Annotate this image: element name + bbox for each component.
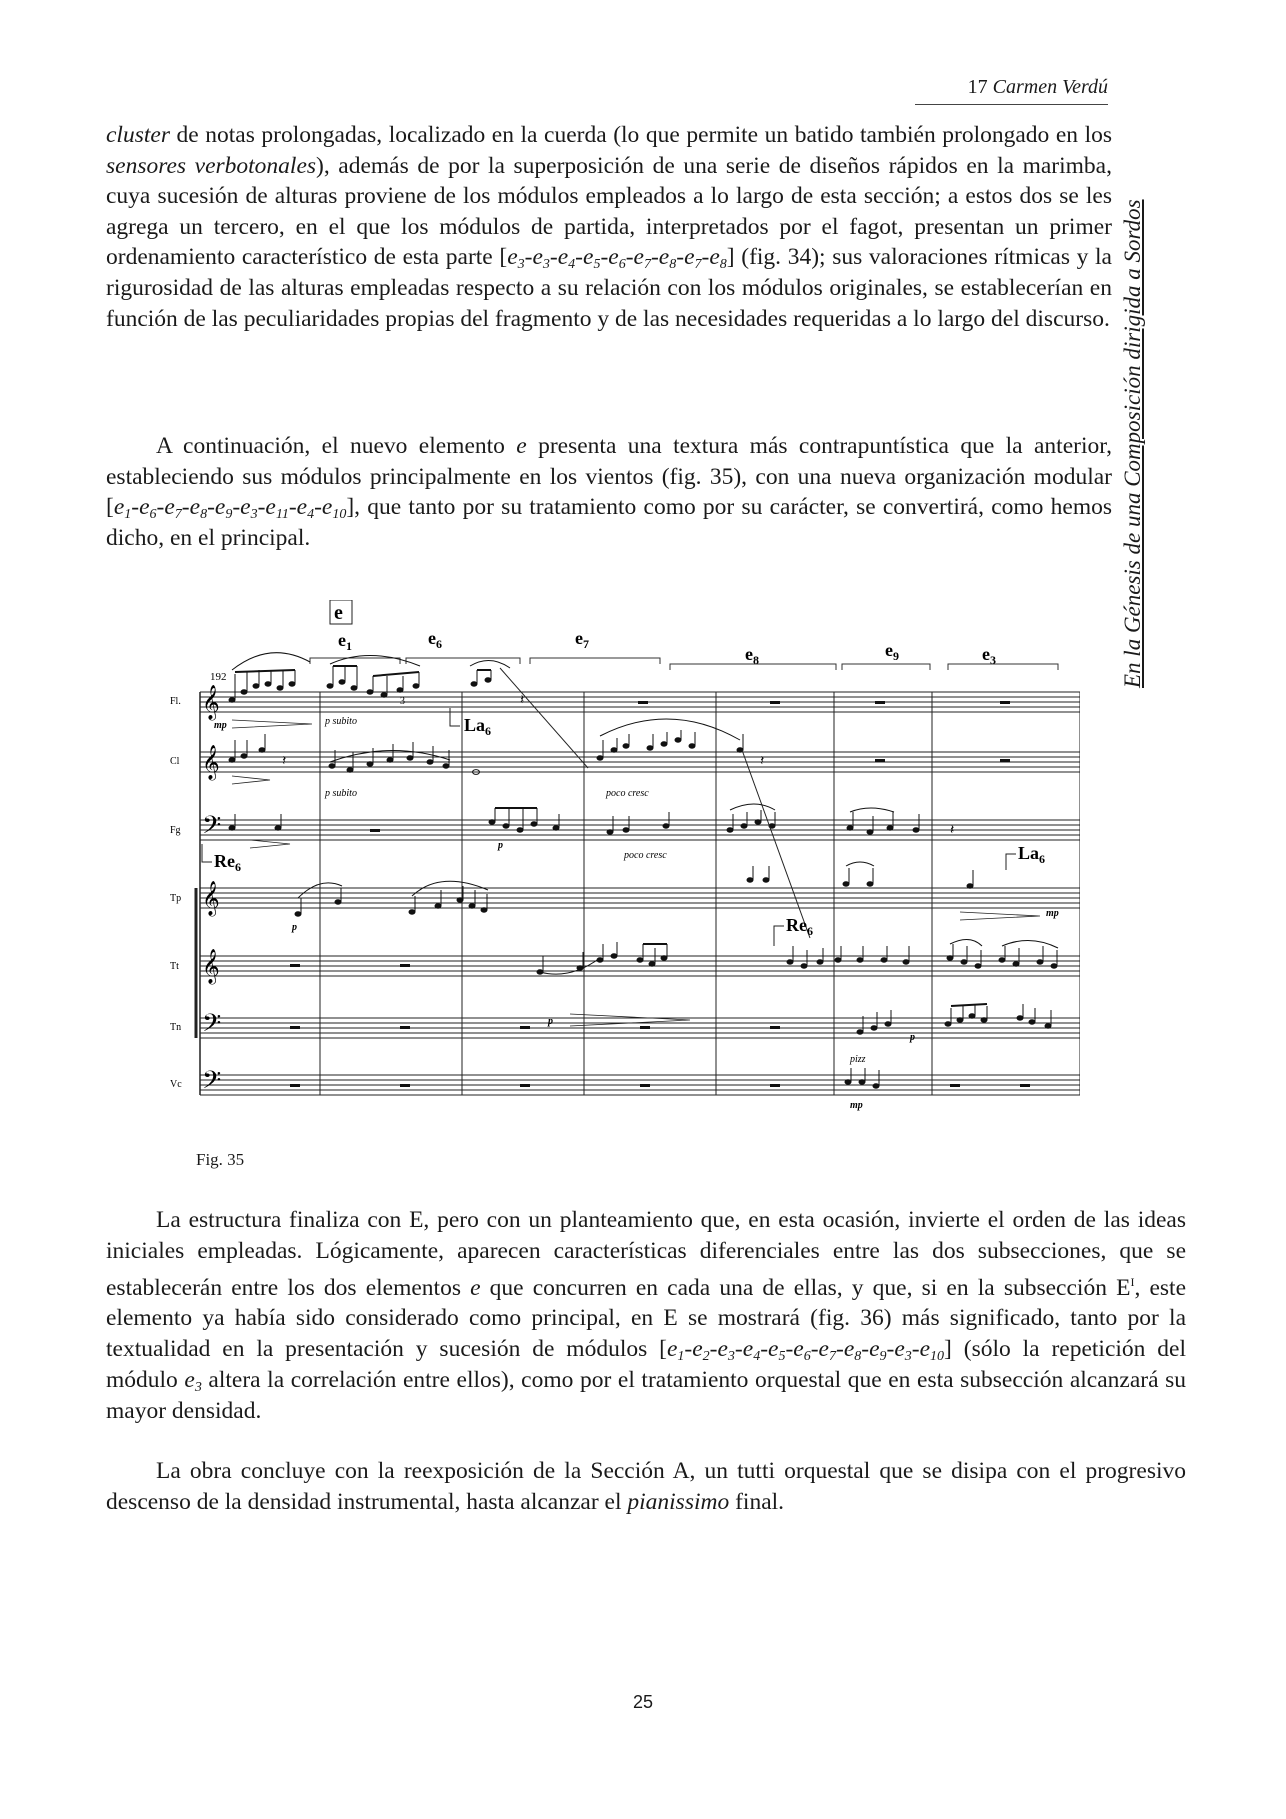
dynamic-p: p	[910, 1032, 915, 1043]
p1-cluster: cluster	[106, 122, 170, 148]
bass-clef-icon: 𝄢	[202, 1067, 222, 1100]
slurs-fl	[232, 653, 510, 670]
module-ref: $e_{11}$	[265, 494, 289, 523]
p3-text-d: , este elemento ya había sido considerado como principal, en E se mostrará (fig. 36) más significado, tanto por la textualidad en la presentación y sucesión de módulos [	[106, 1274, 1186, 1363]
p3-module-sequence: $e_1-e_2-e_3-e_4-e_5-e_6-e_7-e_8-e_9-e_3-e_{10}$	[666, 1336, 945, 1365]
module-label: $e_7$	[575, 628, 589, 651]
module-ref: $e_9$	[869, 1336, 887, 1365]
module-ref: $e_7$	[633, 244, 651, 273]
page-number: 25	[632, 1692, 654, 1712]
treble-clef-icon: 𝄞	[202, 686, 220, 719]
notes-tt	[290, 942, 1057, 974]
p1-text-e: ] (fig. 34); sus valoraciones rítmicas y la rigurosidad de las alturas empleadas respecto a su relación con los módulos originales, se establecerían en función de las peculiaridades propias del fragmento y de las necesidades requeridas a lo largo del discurso.	[106, 244, 1112, 332]
treble-clef-icon: 𝄞	[202, 950, 220, 983]
marking-pizz: pizz	[850, 1054, 866, 1065]
module-ref: $e_8$	[658, 244, 677, 273]
module-ref: $e_{10}$	[321, 494, 347, 523]
svg-text:𝄽: 𝄽	[760, 754, 765, 769]
instrument-label: Tn	[170, 1022, 182, 1033]
paragraph-1	[106, 120, 1112, 334]
module-label: $e_6$	[428, 628, 442, 651]
p3-element-e: e	[470, 1274, 481, 1301]
marker-la6: $La_6$	[464, 715, 492, 738]
dynamic-mp: mp	[214, 720, 227, 731]
dynamic-poco-cresc: poco cresc	[606, 788, 649, 799]
p3-text-c: que concurren en cada una de ellas, y que, si en la subsección E	[480, 1274, 1131, 1301]
bass-clef-icon: 𝄢	[202, 812, 222, 845]
p3-text-a: La estructura finaliza con E, pero con un planteamiento que, en esta ocasión, invierte el orden de las ideas iniciales empleadas. Lógicamente, aparecen características diferenciales entre las dos subsecciones, que se establecerán entre los dos elementos	[106, 1207, 1186, 1301]
dynamic-mp: mp	[850, 1100, 863, 1111]
dynamic-p: p	[292, 922, 297, 933]
instrument-label: Vc	[170, 1079, 182, 1090]
paragraph-2	[106, 431, 1112, 553]
slurs-tt	[540, 939, 1058, 974]
p2-text-d: ], que tanto por su tratamiento como por su carácter, se convertirá, como hemos dicho, en el principal.	[106, 494, 1112, 551]
measure-number: 192	[210, 671, 227, 683]
module-ref: $e_4$	[557, 244, 576, 273]
module-ref: $e_7$	[164, 494, 182, 523]
paragraph-3	[106, 1205, 1186, 1426]
p1-module-sequence: $e_3-e_3-e_4-e_5-e_6-e_7-e_8-e_7-e_8$	[507, 244, 727, 273]
dynamic-p-subito: p subito	[325, 788, 357, 799]
staff-fg	[200, 820, 1080, 840]
module-ref: $e_3$	[240, 494, 258, 523]
module-ref: $e_3$	[507, 244, 525, 273]
instrument-label: Cl	[170, 756, 180, 767]
p3-superscript: I	[1130, 1274, 1135, 1289]
module-ref: $e_7$	[684, 244, 702, 273]
p3-module-e3: $e_3$	[184, 1366, 202, 1395]
staff-cl	[200, 752, 1080, 772]
p1-text-b: de notas prolongadas, localizado en la cuerda (lo que permite un batido también prolongado en los	[169, 122, 1112, 148]
header-rule	[915, 104, 1108, 105]
module-ref: $e_8$	[189, 494, 208, 523]
module-ref: $e_9$	[214, 494, 233, 523]
module-label: $e_3$	[982, 644, 996, 667]
instrument-label: Fl.	[170, 696, 181, 707]
figure-caption: Fig. 35	[196, 1150, 245, 1169]
p2-element-e: e	[516, 433, 527, 459]
instrument-label: Tt	[170, 961, 179, 972]
instrument-label: Fg	[170, 825, 181, 836]
treble-clef-icon: 𝄞	[202, 882, 220, 915]
module-ref: $e_3$	[717, 1336, 735, 1365]
notes-tp	[295, 866, 973, 916]
module-brackets	[310, 658, 1058, 670]
module-ref: $e_7$	[818, 1336, 836, 1365]
notes-fg	[229, 808, 954, 838]
p4-text-c: final.	[729, 1488, 785, 1515]
dynamic-poco-cresc: poco cresc	[624, 850, 667, 861]
paragraph-4	[106, 1456, 1186, 1517]
treble-clef-icon: 𝄞	[202, 746, 220, 779]
tuplet-3: 3	[400, 696, 405, 707]
module-label: $e_9$	[885, 640, 899, 663]
module-ref: $e_8$	[709, 244, 727, 273]
module-ref: $e_1$	[666, 1336, 685, 1365]
marker-la6: $La_6$	[1018, 843, 1046, 866]
p1-text-d: ), además de por la superposición de una serie de diseños rápidos en la marimba, cuya sucesión de alturas proviene de los módulos empleados a lo largo de esta sección; a estos dos se les agrega un tercero, en el que los módulos de partida, interpretados por el fagot, presentan un primer ordenamiento característico de esta parte [	[106, 152, 1112, 271]
staff-tp	[200, 888, 1080, 908]
module-label: $e_1$	[338, 630, 352, 653]
clefs	[202, 685, 221, 1100]
instrument-label: Tp	[170, 893, 182, 904]
dynamic-p: p	[498, 840, 503, 851]
svg-text:𝄽: 𝄽	[520, 693, 525, 708]
p4-text-a: La obra concluye con la reexposición de la Sección A, un tutti orquestal que se disipa con el progresivo descenso de la densidad instrumental, hasta alcanzar el	[106, 1458, 1186, 1515]
module-ref: $e_4$	[296, 494, 315, 523]
p2-text-c: presenta una textura más contrapuntística que la anterior, estableciendo sus módulos principalmente en los vientos (fig. 35), con una nueva organización modular [	[106, 433, 1112, 521]
p3-text-g: altera la correlación entre ellos), como por el tratamiento orquestal que en esta subsección alcanzará su mayor densidad.	[106, 1366, 1186, 1424]
module-ref: $e_3$	[894, 1336, 912, 1365]
p2-text-a: A continuación, el nuevo elemento	[156, 433, 517, 459]
score-figure	[170, 600, 1080, 1130]
svg-text:𝄽: 𝄽	[950, 823, 955, 838]
module-ref: $e_5$	[768, 1336, 786, 1365]
module-ref: $e_6$	[608, 244, 626, 273]
p2-module-sequence: $e_1-e_6-e_7-e_8-e_9-e_3-e_{11}-e_4-e_{10}$	[113, 494, 347, 523]
side-title-container	[1120, 128, 1146, 688]
module-ref: $e_4$	[742, 1336, 761, 1365]
dynamic-p-subito: p subito	[325, 716, 357, 727]
module-ref: $e_2$	[692, 1336, 710, 1365]
module-labels	[338, 628, 996, 667]
module-ref: $e_8$	[843, 1336, 862, 1365]
module-label: $e_8$	[745, 644, 759, 667]
section-box-label: e	[334, 602, 343, 624]
header-chapter-number: 17	[967, 76, 988, 98]
side-title: En la Génesis de una Composición dirigida a Sordos	[1120, 199, 1145, 688]
marker-re6: $Re_6$	[786, 915, 813, 938]
p4-pianissimo: pianissimo	[627, 1488, 730, 1515]
module-ref: $e_3$	[532, 244, 550, 273]
module-ref: $e_6$	[793, 1336, 811, 1365]
module-ref: $e_{10}$	[919, 1336, 945, 1365]
slurs-fg	[730, 804, 894, 812]
dynamic-p: p	[548, 1016, 553, 1027]
marker-re6: $Re_6$	[214, 851, 241, 874]
module-ref: $e_1$	[113, 494, 132, 523]
dynamic-mp: mp	[1046, 908, 1059, 919]
running-header	[915, 76, 1108, 99]
bass-clef-icon: 𝄢	[202, 1010, 222, 1043]
p3-text-e: ] (sólo la repetición del módulo	[106, 1336, 1186, 1393]
p1-sensores: sensores verbotonales	[106, 152, 317, 179]
module-ref: $e_5$	[583, 244, 601, 273]
header-author: Carmen Verdú	[992, 76, 1108, 98]
instrument-labels	[170, 696, 182, 1090]
module-ref: $e_6$	[139, 494, 157, 523]
svg-text:𝄽: 𝄽	[282, 754, 287, 769]
